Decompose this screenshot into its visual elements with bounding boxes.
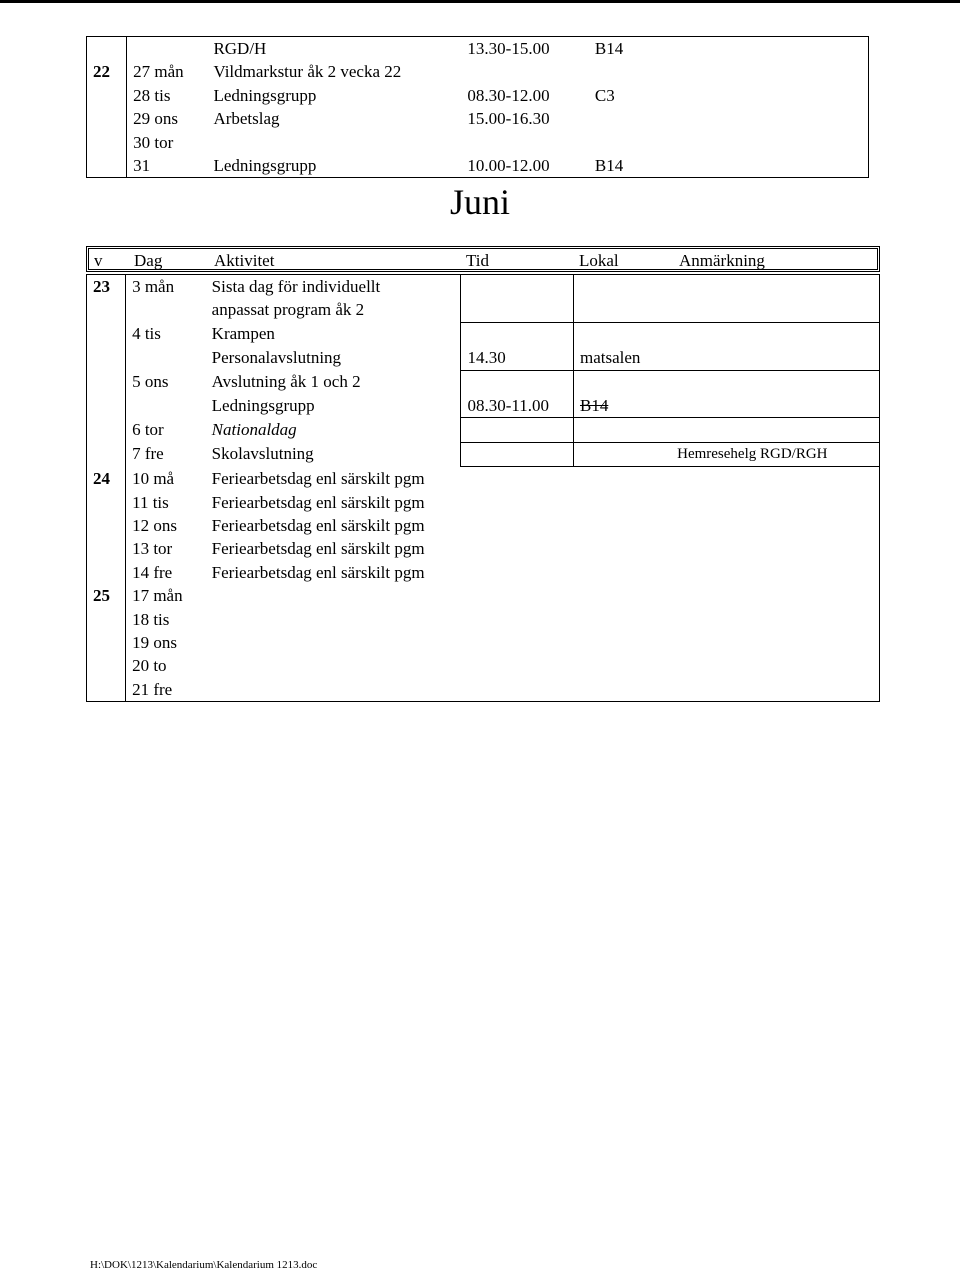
room-cell bbox=[573, 608, 671, 631]
day-cell: 11 tis bbox=[126, 491, 206, 514]
day-cell: 4 tis bbox=[126, 322, 206, 346]
june-row bbox=[87, 537, 880, 560]
header-activity: Aktivitet bbox=[214, 251, 275, 270]
note-cell bbox=[671, 346, 879, 370]
week-cell bbox=[87, 370, 126, 394]
day-cell: 7 fre bbox=[126, 442, 206, 466]
time-cell: 13.30-15.00 bbox=[461, 37, 588, 61]
room-cell bbox=[573, 561, 671, 584]
day-cell bbox=[126, 346, 206, 370]
time-cell bbox=[461, 584, 574, 607]
day-cell: 12 ons bbox=[126, 514, 206, 537]
day-cell: 13 tor bbox=[126, 537, 206, 560]
note-cell bbox=[671, 298, 879, 322]
top-rule bbox=[0, 0, 960, 3]
week-cell bbox=[87, 418, 126, 442]
note-cell bbox=[661, 60, 868, 83]
day-cell: 3 mån bbox=[126, 275, 206, 299]
room-cell bbox=[573, 298, 671, 322]
time-cell bbox=[461, 442, 574, 466]
room-cell bbox=[589, 107, 661, 130]
room-cell bbox=[573, 275, 671, 299]
note-cell bbox=[671, 537, 879, 560]
june-row bbox=[87, 584, 880, 607]
time-cell: 10.00-12.00 bbox=[461, 154, 588, 178]
june-row bbox=[87, 346, 880, 370]
may-row bbox=[87, 107, 869, 130]
note-cell: Hemresehelg RGD/RGH bbox=[671, 442, 879, 466]
june-row bbox=[87, 370, 880, 394]
note-cell bbox=[661, 107, 868, 130]
note-cell bbox=[671, 514, 879, 537]
time-cell bbox=[461, 467, 574, 491]
header-room: Lokal bbox=[579, 251, 619, 270]
week-cell bbox=[87, 631, 126, 654]
week-cell: 25 bbox=[87, 584, 126, 607]
week-cell bbox=[87, 608, 126, 631]
activity-cell: Personalavslutning bbox=[211, 348, 342, 368]
day-cell: 6 tor bbox=[126, 418, 206, 442]
room-cell bbox=[573, 678, 671, 702]
day-cell: 31 bbox=[127, 154, 208, 178]
time-cell: 14.30 bbox=[461, 346, 574, 370]
day-cell: 17 mån bbox=[126, 584, 206, 607]
week-cell bbox=[87, 678, 126, 702]
week-cell bbox=[87, 442, 126, 466]
activity-cell bbox=[207, 131, 461, 154]
time-cell bbox=[461, 514, 574, 537]
time-cell bbox=[461, 537, 574, 560]
day-cell: 28 tis bbox=[127, 84, 208, 107]
week-cell bbox=[87, 107, 127, 130]
day-cell bbox=[127, 37, 208, 61]
activity-cell: Feriearbetsdag enl särskilt pgm bbox=[211, 492, 425, 512]
header-note: Anmärkning bbox=[679, 251, 765, 270]
activity-cell: RGD/H bbox=[207, 37, 461, 61]
week-cell bbox=[87, 561, 126, 584]
activity-cell bbox=[206, 608, 461, 631]
week-cell bbox=[87, 514, 126, 537]
time-cell: 08.30-12.00 bbox=[467, 85, 550, 105]
room-cell bbox=[573, 322, 671, 346]
june-header-row bbox=[86, 246, 880, 272]
june-schedule-table bbox=[86, 274, 880, 702]
activity-cell: Krampen bbox=[211, 324, 275, 344]
room-cell: B14 bbox=[589, 37, 661, 61]
note-cell bbox=[671, 275, 879, 299]
june-row bbox=[87, 442, 880, 466]
activity-cell: Arbetslag bbox=[213, 109, 280, 129]
week-cell bbox=[87, 154, 127, 178]
time-cell bbox=[461, 678, 574, 702]
day-cell: 20 to bbox=[126, 654, 206, 677]
time-cell bbox=[461, 418, 574, 442]
day-cell: 21 fre bbox=[126, 678, 206, 702]
june-row bbox=[87, 514, 880, 537]
time-cell: 08.30-11.00 bbox=[461, 394, 574, 418]
room-cell bbox=[573, 370, 671, 394]
time-cell bbox=[461, 322, 574, 346]
activity-cell: Ledningsgrupp bbox=[213, 85, 317, 105]
month-title: Juni bbox=[449, 182, 510, 222]
day-cell: 18 tis bbox=[126, 608, 206, 631]
activity-cell: Avslutning åk 1 och 2 bbox=[211, 372, 361, 392]
week-cell bbox=[87, 322, 126, 346]
time-cell: 15.00-16.30 bbox=[467, 109, 550, 129]
room-cell bbox=[573, 442, 671, 466]
june-row bbox=[87, 467, 880, 491]
time-cell bbox=[461, 60, 588, 83]
activity-cell: Ledningsgrupp bbox=[207, 154, 461, 178]
week-cell bbox=[87, 537, 126, 560]
day-cell: 5 ons bbox=[126, 370, 206, 394]
week-cell bbox=[87, 491, 126, 514]
header-time: Tid bbox=[466, 251, 490, 270]
room-cell bbox=[573, 584, 671, 607]
activity-cell: Feriearbetsdag enl särskilt pgm bbox=[211, 539, 425, 559]
activity-cell: Feriearbetsdag enl särskilt pgm bbox=[211, 468, 425, 488]
time-cell bbox=[461, 298, 574, 322]
activity-cell: Vildmarkstur åk 2 vecka 22 bbox=[213, 62, 402, 82]
day-cell bbox=[126, 298, 206, 322]
activity-cell bbox=[206, 654, 461, 677]
room-cell bbox=[573, 537, 671, 560]
room-cell bbox=[573, 491, 671, 514]
note-cell bbox=[671, 584, 879, 607]
time-cell bbox=[461, 131, 588, 154]
june-row bbox=[87, 394, 880, 418]
note-cell bbox=[661, 84, 868, 107]
may-row bbox=[87, 60, 869, 83]
note-cell bbox=[671, 394, 879, 418]
day-cell: 10 må bbox=[126, 467, 206, 491]
day-cell: 19 ons bbox=[126, 631, 206, 654]
header-day: Dag bbox=[134, 251, 163, 270]
room-cell bbox=[589, 131, 661, 154]
time-cell bbox=[461, 275, 574, 299]
june-row bbox=[87, 654, 880, 677]
week-cell bbox=[87, 84, 127, 107]
room-cell bbox=[573, 631, 671, 654]
note-cell bbox=[671, 370, 879, 394]
activity-cell: Skolavslutning bbox=[211, 444, 314, 464]
week-cell: 22 bbox=[87, 60, 127, 83]
june-row bbox=[87, 561, 880, 584]
may-row bbox=[87, 131, 869, 154]
room-cell: matsalen bbox=[573, 346, 671, 370]
room-cell bbox=[589, 60, 661, 83]
week-cell bbox=[87, 37, 127, 61]
room-cell: B14 bbox=[573, 394, 671, 418]
note-cell bbox=[671, 678, 879, 702]
week-cell bbox=[87, 298, 126, 322]
activity-cell: Ledningsgrupp bbox=[211, 395, 315, 415]
note-cell bbox=[671, 467, 879, 491]
may-row bbox=[87, 37, 869, 61]
june-row bbox=[87, 322, 880, 346]
note-cell bbox=[661, 154, 868, 178]
time-cell bbox=[461, 491, 574, 514]
week-cell bbox=[87, 394, 126, 418]
week-cell bbox=[87, 346, 126, 370]
activity-cell: anpassat program åk 2 bbox=[211, 300, 365, 320]
room-cell bbox=[573, 654, 671, 677]
time-cell bbox=[461, 654, 574, 677]
note-cell bbox=[661, 131, 868, 154]
june-row bbox=[87, 678, 880, 702]
time-cell bbox=[461, 631, 574, 654]
may-schedule-table bbox=[86, 36, 869, 178]
june-row bbox=[87, 298, 880, 322]
note-cell bbox=[671, 418, 879, 442]
activity-cell: Feriearbetsdag enl särskilt pgm bbox=[211, 515, 425, 535]
activity-cell bbox=[206, 678, 461, 702]
time-cell bbox=[461, 561, 574, 584]
note-cell bbox=[671, 608, 879, 631]
activity-cell: Sista dag för individuellt bbox=[206, 275, 461, 299]
footer-file-path: H:\DOK\1213\Kalendarium\Kalendarium 1213.doc bbox=[90, 1259, 318, 1271]
note-cell bbox=[671, 654, 879, 677]
day-cell bbox=[126, 394, 206, 418]
note-cell bbox=[671, 561, 879, 584]
week-cell: 23 bbox=[87, 275, 126, 299]
june-row bbox=[87, 631, 880, 654]
activity-cell: Nationaldag bbox=[211, 419, 297, 439]
june-row bbox=[87, 491, 880, 514]
may-row bbox=[87, 154, 869, 178]
note-cell bbox=[671, 631, 879, 654]
day-cell: 27 mån bbox=[127, 60, 208, 83]
activity-cell bbox=[206, 631, 461, 654]
header-week: v bbox=[94, 251, 103, 270]
room-cell bbox=[573, 467, 671, 491]
day-cell: 29 ons bbox=[127, 107, 208, 130]
week-cell bbox=[87, 654, 126, 677]
room-cell: C3 bbox=[594, 85, 615, 105]
june-row bbox=[87, 608, 880, 631]
day-cell: 14 fre bbox=[126, 561, 206, 584]
week-cell bbox=[87, 131, 127, 154]
may-row bbox=[87, 84, 869, 107]
june-row bbox=[87, 418, 880, 442]
day-cell: 30 tor bbox=[127, 131, 208, 154]
june-row bbox=[87, 275, 880, 299]
time-cell bbox=[461, 608, 574, 631]
room-cell bbox=[573, 514, 671, 537]
week-cell: 24 bbox=[87, 467, 126, 491]
activity-cell bbox=[206, 584, 461, 607]
note-cell bbox=[671, 491, 879, 514]
room-cell: B14 bbox=[589, 154, 661, 178]
note-cell bbox=[671, 322, 879, 346]
time-cell bbox=[461, 370, 574, 394]
room-cell bbox=[573, 418, 671, 442]
activity-cell: Feriearbetsdag enl särskilt pgm bbox=[211, 562, 425, 582]
note-cell bbox=[661, 37, 868, 61]
